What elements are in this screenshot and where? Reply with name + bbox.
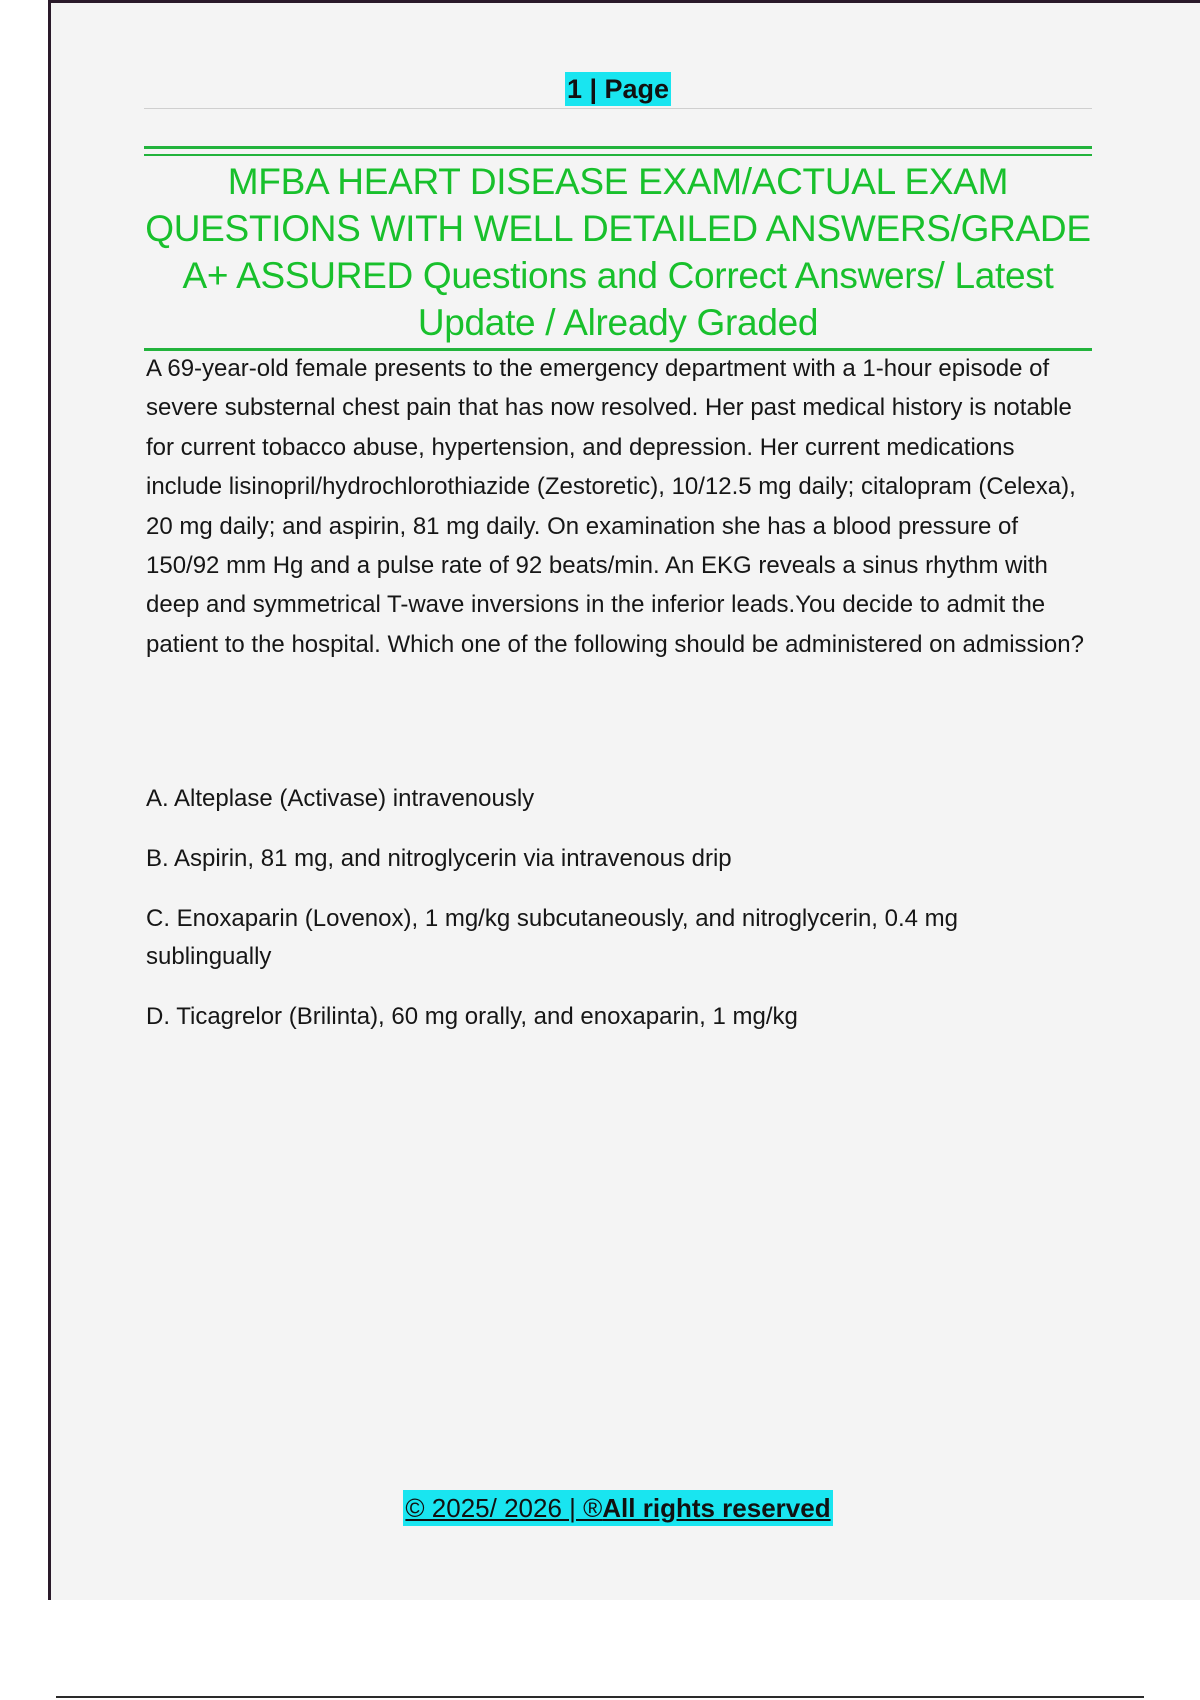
option-c: C. Enoxaparin (Lovenox), 1 mg/kg subcutaneously, and nitroglycerin, 0.4 mg sublingually: [146, 905, 958, 970]
page-header: [144, 72, 1092, 106]
header-divider: [144, 108, 1092, 109]
bottom-divider: [56, 1696, 1144, 1698]
page-number: 1 | Page: [566, 74, 670, 104]
option-b: B. Aspirin, 81 mg, and nitroglycerin via intravenous drip: [146, 845, 732, 872]
option-a: A. Alteplase (Activase) intravenously: [146, 785, 535, 812]
title-top-rule-secondary: [144, 154, 1092, 156]
copyright-notice: [403, 1490, 832, 1526]
title-top-rule: [144, 146, 1092, 149]
copyright-years: © 2025/ 2026 | ®: [405, 1493, 603, 1523]
question-text: A 69-year-old female presents to the emergency department with a 1-hour episode of severe substernal chest pain that has now resolved. Her past medical history is notable for current tobacco abuse, hypertension, and depression. Her current medications include lisinopril/hydrochlorothiazide (Zestoretic), 10/12.5 mg daily; citalopram (Celexa), 20 mg daily; and aspirin, 81 mg daily. On examination she has a blood pressure of 150/92 mm Hg and a pulse rate of 92 beats/min. An EKG reveals a sinus rhythm with deep and symmetrical T-wave inversions in the inferior leads.You decide to admit the patient to the hospital. Which one of the following should be administered on admission?: [146, 355, 1084, 658]
answer-options: [146, 780, 1086, 1058]
document-title: MFBA HEART DISEASE EXAM/ACTUAL EXAM QUESTIONS WITH WELL DETAILED ANSWERS/GRADE A+ ASSURED Questions and Correct Answers/ Latest Update / Already Graded: [145, 161, 1091, 343]
rights-reserved: All rights reserved: [602, 1493, 831, 1523]
option-d: D. Ticagrelor (Brilinta), 60 mg orally, and enoxaparin, 1 mg/kg: [146, 1003, 798, 1030]
footer: [144, 1490, 1092, 1526]
